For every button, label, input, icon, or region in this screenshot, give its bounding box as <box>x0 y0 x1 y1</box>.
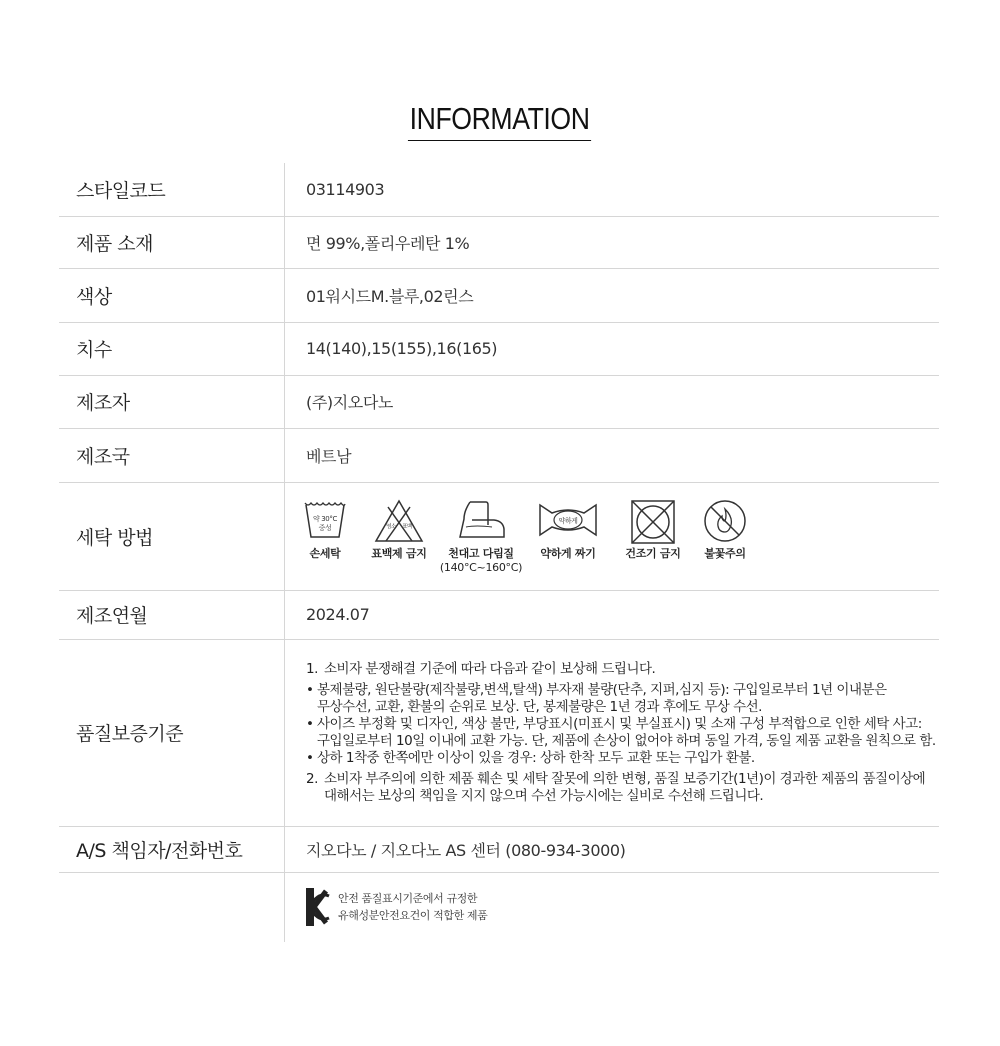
quality-bullet-3-text: 상하 1착중 한쪽에만 이상이 있을 경우: 상하 한착 모두 교환 또는 구입가 환불. <box>317 749 755 766</box>
row-size <box>59 322 939 375</box>
washing-cell <box>285 482 940 590</box>
quality-bullet-2-line1: 사이즈 부정확 및 디자인, 색상 불만, 부당표시(미표시 및 부실표시) 및 소재 구성 부적합으로 인한 세탁 사고: <box>317 715 922 732</box>
kc-certification <box>306 874 939 940</box>
row-kc <box>59 872 939 942</box>
hand-wash-temp: 약 30°C <box>313 515 337 523</box>
no-bleach-icon <box>374 499 424 543</box>
fire-label: 불꽃주의 <box>704 547 746 560</box>
value-country: 베트남 <box>285 428 940 482</box>
quality-bullet-2 <box>306 716 939 750</box>
quality-item-1-mark: 1. <box>306 660 318 677</box>
wash-item-bleach <box>369 499 429 561</box>
label-quality: 품질보증기준 <box>59 639 285 826</box>
quality-bullet-2-mark: • <box>306 715 314 732</box>
quality-item-1 <box>306 661 939 678</box>
iron-label: 천대고 다림질 <box>448 547 514 560</box>
row-date <box>59 590 939 639</box>
quality-bullet-1-line1: 봉제불량, 원단불량(제작불량,변색,탈색) 부자재 불량(단추, 지퍼,심지 등): 구입일로부터 1년 이내분은 <box>317 681 887 698</box>
value-as: 지오다노 / 지오다노 AS 센터 (080-934-3000) <box>285 826 940 872</box>
iron-icon <box>456 499 506 543</box>
value-size: 14(140),15(155),16(165) <box>285 322 940 375</box>
hand-wash-detergent: 중성 <box>318 524 332 532</box>
fire-caution-icon <box>702 499 748 543</box>
row-as <box>59 826 939 872</box>
iron-sublabel: (140°C~160°C) <box>439 561 523 574</box>
no-bleach-text-right: 표백 <box>402 524 412 530</box>
quality-item-2-mark: 2. <box>306 770 318 787</box>
quality-bullet-2-line2: 구입일로부터 10일 이내에 교환 가능. 단, 제품에 손상이 없어야 하며 동일 가격, 동일 제품 교환을 원칙으로 함. <box>317 732 936 749</box>
value-color: 01워시드M.블루,02린스 <box>285 268 940 322</box>
wash-item-tumble <box>621 499 685 561</box>
no-bleach-text-left: 염소 <box>386 524 396 530</box>
hand-wash-label: 손세탁 <box>309 547 341 560</box>
label-date: 제조연월 <box>59 590 285 639</box>
row-manufacturer <box>59 375 939 428</box>
wash-item-fire <box>697 499 753 561</box>
quality-item-2-line1: 소비자 부주의에 의한 제품 훼손 및 세탁 잘못에 의한 변형, 품질 보증기간(1년)이 경과한 제품의 품질이상에 <box>324 770 926 787</box>
label-washing: 세탁 방법 <box>59 482 285 590</box>
quality-cell <box>285 639 940 826</box>
row-quality <box>59 639 939 826</box>
wring-icon-text: 약하게 <box>558 517 578 525</box>
label-color: 색상 <box>59 268 285 322</box>
washing-icons <box>303 497 939 575</box>
row-washing <box>59 482 939 590</box>
label-size: 치수 <box>59 322 285 375</box>
quality-bullet-3 <box>306 750 939 767</box>
quality-bullet-1 <box>306 682 939 716</box>
label-kc-empty <box>59 872 285 942</box>
wash-item-iron <box>441 499 521 575</box>
row-style-code <box>59 163 939 216</box>
kc-cell <box>285 872 940 942</box>
wring-icon <box>538 499 598 541</box>
page-title: INFORMATION <box>408 100 591 141</box>
wash-item-hand <box>303 499 347 561</box>
kc-text-line1: 안전 품질표시기준에서 규정한 <box>338 892 478 906</box>
label-style-code: 스타일코드 <box>59 163 285 216</box>
quality-item-1-text: 소비자 분쟁해결 기준에 따라 다음과 같이 보상해 드립니다. <box>324 660 656 677</box>
quality-bullet-3-mark: • <box>306 749 314 766</box>
label-material: 제품 소재 <box>59 216 285 268</box>
value-manufacturer: (주)지오다노 <box>285 375 940 428</box>
no-tumble-dry-icon <box>630 499 676 545</box>
hand-wash-icon <box>303 499 347 541</box>
value-date: 2024.07 <box>285 590 940 639</box>
wring-label: 약하게 짜기 <box>540 547 596 560</box>
kc-mark-icon <box>306 888 330 926</box>
wash-item-wring <box>533 499 603 561</box>
label-manufacturer: 제조자 <box>59 375 285 428</box>
quality-item-2 <box>306 771 939 805</box>
value-material: 면 99%,폴리우레탄 1% <box>285 216 940 268</box>
label-country: 제조국 <box>59 428 285 482</box>
kc-text <box>338 890 487 924</box>
quality-item-2-line2: 대해서는 보상의 책임을 지지 않으며 수선 가능시에는 실비로 수선해 드립니다. <box>324 787 764 804</box>
row-country <box>59 428 939 482</box>
no-tumble-label: 건조기 금지 <box>625 547 681 560</box>
quality-bullet-1-line2: 무상수선, 교환, 환불의 순위로 보상. 단, 봉제불량은 1년 경과 후에도 무상 수선. <box>317 698 762 715</box>
title-wrap <box>0 100 1000 141</box>
info-table <box>59 163 939 942</box>
row-material <box>59 216 939 268</box>
quality-text <box>306 661 939 805</box>
quality-bullet-1-mark: • <box>306 681 314 698</box>
no-bleach-label: 표백제 금지 <box>371 547 427 560</box>
row-color <box>59 268 939 322</box>
label-as: A/S 책임자/전화번호 <box>59 826 285 872</box>
value-style-code: 03114903 <box>285 163 940 216</box>
kc-text-line2: 유해성분안전요건이 적합한 제품 <box>338 909 488 923</box>
